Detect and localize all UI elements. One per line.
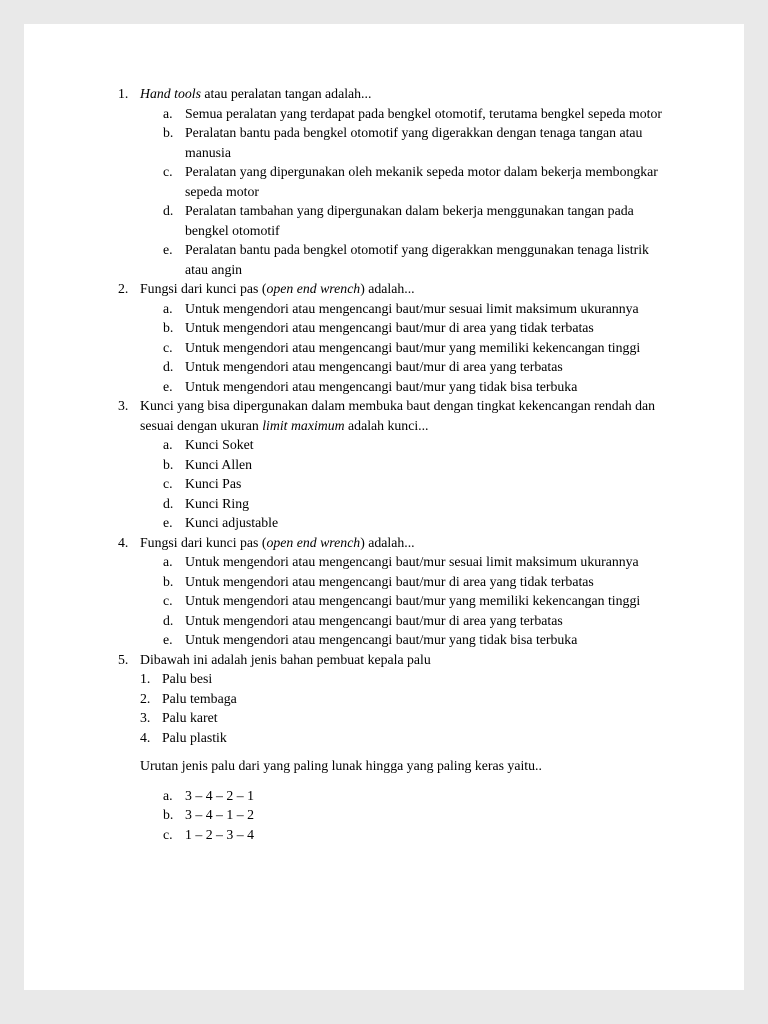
option-list [140,552,672,650]
option-item [163,104,672,124]
option-label: a. [163,300,173,316]
question-stem [140,84,672,104]
option-text: Peralatan bantu pada bengkel otomotif yang digerakkan dengan tenaga tangan atau manusia [185,125,643,160]
sublist-item [140,689,672,709]
option-text: Palu plastik [162,729,227,745]
option-label: c. [163,476,173,491]
question-row [118,533,672,650]
stem-text-italic: Hand tools [140,86,201,101]
question-body [140,279,672,396]
option-label: 3. [140,710,151,725]
option-label: d. [163,612,174,628]
option-label: b. [163,125,174,140]
option-text: Kunci Ring [185,495,249,511]
option-item [163,786,672,806]
option-label: b. [163,807,174,822]
option-label: d. [163,203,174,218]
option-text: Palu karet [162,710,218,725]
option-item [163,455,672,475]
question-followup: Urutan jenis palu dari yang paling lunak hingga yang paling keras yaitu.. [140,758,542,773]
option-item [163,240,672,279]
option-text: Kunci adjustable [185,515,279,530]
stem-text: Fungsi dari kunci pas ( [140,534,267,550]
option-text: Untuk mengendori atau mengencangi baut/mur yang tidak bisa terbuka [185,632,578,647]
question [118,84,672,279]
stem-text-italic: open end wrench [266,281,361,296]
option-item [163,318,672,338]
option-text: Untuk mengendori atau mengencangi baut/mur di area yang tidak terbatas [185,573,594,589]
option-label: d. [163,495,174,511]
option-label: a. [163,105,173,121]
option-label: 4. [140,729,151,745]
option-text: Peralatan tambahan yang dipergunakan dalam bekerja menggunakan tangan pada bengkel otomotif [185,203,634,238]
option-label: d. [163,359,174,374]
option-text: Palu tembaga [162,690,237,706]
sublist-item [140,669,672,689]
question-list [24,24,744,844]
option-item [163,611,672,631]
option-text: 3 – 4 – 1 – 2 [185,807,254,822]
option-label: a. [163,787,173,803]
option-label: e. [163,632,173,647]
question-number: 2. [118,281,129,296]
option-item [163,435,672,455]
option-item [163,513,672,533]
option-label: e. [163,242,173,257]
option-list [140,435,672,533]
stem-text: atau peralatan tangan adalah... [200,86,372,101]
stem-text: ) adalah... [360,281,415,296]
option-item [163,591,672,611]
question [118,396,672,533]
question-number: 4. [118,534,129,550]
question-stem [140,533,672,553]
option-label: a. [163,554,173,569]
option-label: b. [163,456,174,472]
option-text: Kunci Allen [185,456,253,472]
option-text: Untuk mengendori atau mengencangi baut/mur yang tidak bisa terbuka [185,378,578,394]
question-body [140,650,672,845]
sublist-item [140,728,672,748]
option-text: Untuk mengendori atau mengencangi baut/mur di area yang tidak terbatas [185,320,594,335]
stem-text: ) adalah... [360,534,415,550]
question-number: 5. [118,651,129,667]
option-label: c. [163,593,173,608]
question-row [118,396,672,533]
option-text: Untuk mengendori atau mengencangi baut/mur sesuai limit maksimum ukurannya [185,554,639,569]
question-stem [140,650,672,670]
option-label: c. [163,164,173,179]
option-label: 1. [140,671,151,686]
option-item [163,572,672,592]
question-row [118,84,672,279]
question [118,279,672,396]
option-label: e. [163,378,173,394]
question-body [140,396,672,533]
question-number: 3. [118,398,129,413]
stem-text: adalah kunci... [344,417,429,433]
question-body [140,533,672,650]
question-stem [140,279,672,299]
stem-text: Kunci yang bisa dipergunakan dalam membuka baut dengan tingkat kekencangan rendah dan sesuai dengan ukuran [140,398,656,433]
option-text: Kunci Pas [185,476,242,491]
option-item [163,338,672,358]
option-label: e. [163,515,173,530]
question-row [118,650,672,845]
option-item [163,494,672,514]
document-page [24,24,744,990]
question-number: 1. [118,86,129,101]
option-label: b. [163,573,174,589]
option-label: c. [163,826,173,842]
option-item [163,201,672,240]
option-text: Palu besi [162,671,213,686]
option-list [140,104,672,280]
option-text: Peralatan bantu pada bengkel otomotif yang digerakkan menggunakan tenaga listrik atau angin [185,242,649,277]
option-item [163,357,672,377]
option-item [163,552,672,572]
option-item [163,630,672,650]
option-label: 2. [140,690,151,706]
option-item [163,377,672,397]
option-label: c. [163,339,173,355]
question [118,533,672,650]
stem-text-italic: open end wrench [266,534,361,550]
option-text: Untuk mengendori atau mengencangi baut/mur yang memiliki kekencangan tinggi [185,339,641,355]
option-item [163,123,672,162]
option-list [140,299,672,397]
stem-text: Fungsi dari kunci pas ( [140,281,267,296]
sublist-item [140,708,672,728]
question-stem [140,396,672,435]
stem-text: Dibawah ini adalah jenis bahan pembuat kepala palu [140,651,431,667]
option-item [163,474,672,494]
question-body [140,84,672,279]
stem-text-italic: limit maximum [262,417,345,433]
option-label: a. [163,437,173,452]
option-text: Untuk mengendori atau mengencangi baut/mur di area yang terbatas [185,359,563,374]
question-sublist [140,669,672,747]
option-text: Kunci Soket [185,437,254,452]
option-item [163,805,672,825]
option-item [163,299,672,319]
option-text: Semua peralatan yang terdapat pada bengkel otomotif, terutama bengkel sepeda motor [185,105,662,121]
option-text: 3 – 4 – 2 – 1 [185,787,254,803]
question-row [118,279,672,396]
option-label: b. [163,320,174,335]
question [118,650,672,845]
option-item [163,162,672,201]
option-text: Untuk mengendori atau mengencangi baut/mur sesuai limit maksimum ukurannya [185,300,639,316]
option-text: Peralatan yang dipergunakan oleh mekanik sepeda motor dalam bekerja membongkar sepeda motor [185,164,658,199]
option-list [140,786,672,845]
option-text: Untuk mengendori atau mengencangi baut/mur yang memiliki kekencangan tinggi [185,593,641,608]
option-text: 1 – 2 – 3 – 4 [185,826,254,842]
option-text: Untuk mengendori atau mengencangi baut/mur di area yang terbatas [185,612,563,628]
option-item [163,825,672,845]
